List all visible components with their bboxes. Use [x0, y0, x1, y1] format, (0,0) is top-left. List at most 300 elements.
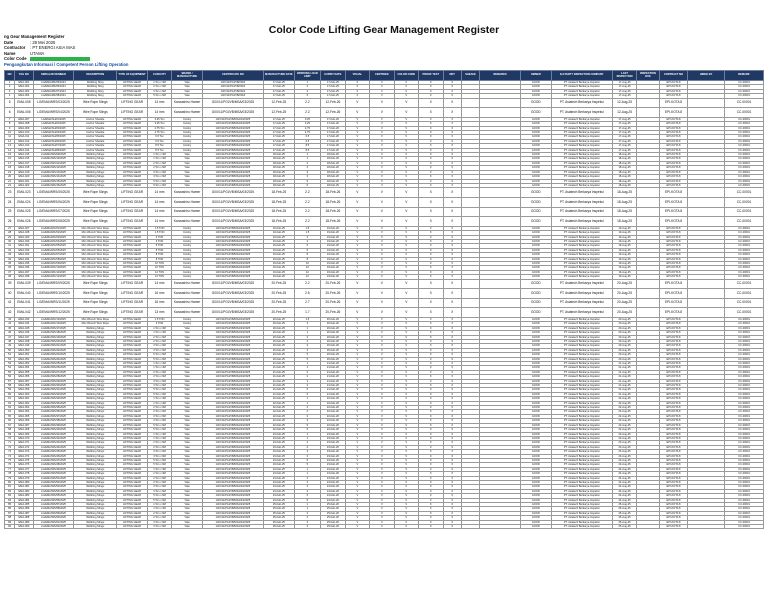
table-cell: PT. Asiatech Berkarya Inspeksi [551, 445, 612, 449]
table-cell: V [394, 217, 418, 227]
table-cell: PT. Asiatech Berkarya Inspeksi [551, 525, 612, 529]
table-cell [480, 207, 521, 217]
table-cell: LG/EMA/WS/43/2025 [33, 441, 74, 445]
table-cell: V [345, 410, 369, 414]
table-cell: 34 [5, 257, 15, 261]
table-cell: 85 [5, 503, 15, 507]
table-cell: GOOD [521, 480, 552, 484]
table-cell: 23-Feb-25 [264, 445, 295, 449]
table-cell: 20-Aug-25 [612, 289, 636, 299]
table-cell: Yoke [172, 357, 203, 361]
table-cell: GOOD [521, 353, 552, 357]
table-cell: 18-Aug-25 [612, 153, 636, 157]
table-cell: PT. Asiatech Berkarya Inspeksi [551, 467, 612, 471]
table-cell: CC-00001 [725, 170, 764, 174]
table-cell: LG/EMA/WS/44/2025 [33, 445, 74, 449]
table-cell: Yoke [172, 472, 203, 476]
table-row [5, 289, 764, 299]
table-cell: X [443, 248, 461, 252]
table-cell: Yoke [172, 339, 203, 343]
table-cell: LIFTING GEAR [117, 197, 148, 207]
table-cell: EMA-090 [15, 525, 33, 529]
table-cell: Yoke [172, 410, 203, 414]
table-cell: G0X/11/PGI/VB/MSA/03/2025 [202, 289, 263, 299]
table-cell: EMA-046 [15, 331, 33, 335]
table-cell: X [443, 511, 461, 515]
table-cell: 19-Aug-25 [612, 231, 636, 235]
table-cell: EMA-063 [15, 406, 33, 410]
table-cell: 3 [294, 235, 321, 239]
table-cell: 1 [294, 507, 321, 511]
table-cell: V [394, 397, 418, 401]
table-cell: G0X/11/PGI/VB/MSA/03/2025 [202, 131, 263, 135]
table-cell: 17 [5, 161, 15, 165]
table-cell: PT. Asiatech Berkarya Inspeksi [551, 144, 612, 148]
table-cell: LG/EMA/WS/21/2025 [33, 344, 74, 348]
table-cell: V [370, 511, 394, 515]
table-cell: EMA-002 [15, 85, 33, 89]
table-cell: EPI-KOTA 8 [659, 139, 688, 143]
table-cell: 18-Aug-25 [612, 217, 636, 227]
table-cell: LG/EMA/WS/16/2025 [33, 183, 74, 187]
table-cell: 23-Feb-25 [264, 441, 295, 445]
table-cell: 18-Feb-26 [321, 153, 345, 157]
table-cell: 25-Feb-26 [321, 503, 345, 507]
table-cell: LG/EMA/WS/36/2025 [33, 410, 74, 414]
table-cell: 3 Ton x 6M [147, 89, 171, 93]
table-cell: 20 [5, 175, 15, 179]
table-cell: G0X/11/PGI/VB/MSA/03/2025 [202, 326, 263, 330]
table-cell: 19-Feb-25 [264, 231, 295, 235]
table-cell [637, 217, 659, 227]
table-cell: X [419, 379, 443, 383]
table-cell: X [443, 516, 461, 520]
table-cell: GOOD [521, 157, 552, 161]
table-cell: EMA-084 [15, 498, 33, 502]
table-cell: LIFTING GEAR [117, 375, 148, 379]
table-cell: X [443, 525, 461, 529]
table-cell: Yoke [172, 89, 203, 93]
table-cell: CC-00001 [725, 414, 764, 418]
table-cell: 24-Feb-25 [264, 494, 295, 498]
table-cell: 22-Feb-26 [321, 428, 345, 432]
table-cell: LIFTING GEAR [117, 370, 148, 374]
table-cell: 2 [294, 161, 321, 165]
table-cell: EPI-KOTA 8 [659, 401, 688, 405]
table-cell: 5 [294, 388, 321, 392]
table-cell [480, 217, 521, 227]
table-cell: EPI-KOTA 8 [659, 308, 688, 318]
table-cell: 1 Ton x 3M [147, 331, 171, 335]
table-cell: GOOD [521, 117, 552, 121]
table-cell: V [370, 308, 394, 318]
table-cell: Yoke [172, 401, 203, 405]
table-cell: 18-Feb-25 [264, 188, 295, 198]
table-cell: V [345, 423, 369, 427]
table-cell: LIFTING GEAR [117, 357, 148, 361]
table-cell: EMA-052 [15, 357, 33, 361]
table-cell: V [370, 423, 394, 427]
table-cell: Mini Wrench Wire Rope [74, 244, 117, 248]
table-cell: 21-Feb-25 [264, 375, 295, 379]
table-cell: V [394, 144, 418, 148]
table-cell: CC-00001 [725, 357, 764, 361]
table-cell: PT. Asiatech Berkarya Inspeksi [551, 153, 612, 157]
table-cell: V [394, 392, 418, 396]
table-cell: 2 Ton x 6M [147, 480, 171, 484]
table-cell: CC-00001 [725, 94, 764, 98]
table-cell: 2 [5, 85, 15, 89]
table-cell: EPI-KOTA 8 [659, 432, 688, 436]
table-cell: 14 mm [147, 207, 171, 217]
table-cell: Webbing Slings [74, 344, 117, 348]
table-cell: Webbing Slings [74, 525, 117, 529]
table-cell: X [443, 188, 461, 198]
table-cell: 18-Aug-25 [612, 170, 636, 174]
table-cell: 20-Aug-25 [612, 317, 636, 321]
table-cell: X [443, 375, 461, 379]
table-cell: LG/EMA/WS/39/2025 [33, 423, 74, 427]
table-cell: CC-00001 [725, 476, 764, 480]
table-cell: X [419, 366, 443, 370]
table-cell: 35 [5, 261, 15, 265]
table-cell: G0X/11/PGI/VB/MSA/03/2025 [202, 494, 263, 498]
table-cell: 19-Feb-26 [321, 275, 345, 279]
table-cell: G0X/11/PGI/VB/MSA/03/2025 [202, 183, 263, 187]
table-cell: 1 Ton x 3M [147, 397, 171, 401]
table-cell: Yoke [172, 428, 203, 432]
table-cell: 20-Feb-25 [264, 335, 295, 339]
table-cell: Mini Wrench Wire Rope [74, 253, 117, 257]
table-cell: Webbing Slings [74, 436, 117, 440]
table-cell: 33 [5, 253, 15, 257]
table-cell: 3 Ton x 6M [147, 175, 171, 179]
table-cell: V [345, 467, 369, 471]
table-cell: G0X/11/PGI/VB/MSA/03/2025 [202, 344, 263, 348]
table-cell: PT. Asiatech Berkarya Inspeksi [551, 248, 612, 252]
table-cell: 24-Feb-25 [264, 498, 295, 502]
table-cell: V [370, 401, 394, 405]
table-cell: PT. Asiatech Berkarya Inspeksi [551, 122, 612, 126]
table-cell: X [345, 89, 369, 93]
table-cell: PT. Asiatech Berkarya Inspeksi [551, 428, 612, 432]
table-cell: 3 [294, 348, 321, 352]
table-cell: EMA-081 [15, 485, 33, 489]
table-cell: 17-Feb-25 [264, 117, 295, 121]
table-cell: 1 [294, 366, 321, 370]
table-cell: Yoke [172, 375, 203, 379]
table-cell: V [394, 366, 418, 370]
table-cell: GOOD [521, 153, 552, 157]
table-cell: EMA-011 [15, 135, 33, 139]
table-cell: EPI-KOTA 8 [659, 148, 688, 152]
table-cell: 1 Ton x 3M [147, 326, 171, 330]
table-cell: X [443, 270, 461, 274]
table-cell: Yoke [172, 432, 203, 436]
table-cell: GOOD [521, 339, 552, 343]
table-cell: G0X/11/PGI/VB/MSA/03/2025 [202, 432, 263, 436]
table-cell: PT. Asiatech Berkarya Inspeksi [551, 414, 612, 418]
table-cell: LG/EMA/WS/41/2025 [33, 432, 74, 436]
table-cell: EPI-KOTA 8 [659, 183, 688, 187]
table-cell: CC-00001 [725, 207, 764, 217]
table-cell: G0X/11/PGI/VB/MSA/03/2025 [202, 253, 263, 257]
table-cell: V [394, 322, 418, 326]
table-cell: CC-00001 [725, 370, 764, 374]
table-cell: G0X/11/PGI/VB/MSA/03/2025 [202, 441, 263, 445]
table-cell: EMA-028 [15, 231, 33, 235]
table-cell: EMA-089 [15, 520, 33, 524]
table-cell: 3 [294, 344, 321, 348]
table-cell: GOOD [521, 489, 552, 493]
table-cell: X [443, 175, 461, 179]
table-cell: 18-Feb-26 [321, 157, 345, 161]
table-cell: GOOD [521, 401, 552, 405]
table-cell: V [345, 257, 369, 261]
table-cell: X [443, 161, 461, 165]
table-cell: G0X/11/PGI/VB/MSA/03/2025 [202, 414, 263, 418]
table-cell: LIFTING GEAR [117, 179, 148, 183]
table-cell: 36 [5, 266, 15, 270]
table-cell: CC-00001 [725, 525, 764, 529]
table-cell: LG/EMA/WS/51/2025 [33, 476, 74, 480]
table-cell: LIFTING GEAR [117, 472, 148, 476]
table-cell: 22-Feb-26 [321, 410, 345, 414]
table-cell: 3 [294, 239, 321, 243]
column-header: COLOR CODE [394, 71, 418, 81]
table-cell: 19-Feb-26 [321, 253, 345, 257]
table-cell: LG/EMA/WS/61/2025 [33, 520, 74, 524]
table-cell: LIFTING GEAR [117, 401, 148, 405]
table-cell: V [370, 148, 394, 152]
table-cell: 20-Aug-25 [612, 335, 636, 339]
table-cell: EMA-069 [15, 432, 33, 436]
table-cell: 3 TON [147, 235, 171, 239]
table-cell: 14 mm [147, 217, 171, 227]
table-cell: CC-00001 [725, 183, 764, 187]
table-cell: 21-Feb-25 [264, 392, 295, 396]
table-cell: 17-Aug-25 [612, 122, 636, 126]
table-cell: V [394, 197, 418, 207]
table-cell: V [370, 153, 394, 157]
column-header: INSPECTION DUE [637, 71, 659, 81]
table-cell: 25-Feb-25 [264, 503, 295, 507]
table-cell: PT. Asiatech Berkarya Inspeksi [551, 476, 612, 480]
table-cell: EMA-088 [15, 516, 33, 520]
table-cell: V [370, 317, 394, 321]
table-cell: 30 [5, 239, 15, 243]
table-cell: V [345, 161, 369, 165]
table-cell: EPI-KOTA 8 [659, 197, 688, 207]
table-cell: V [345, 166, 369, 170]
table-cell: V [345, 472, 369, 476]
table-cell: 73 [5, 450, 15, 454]
table-cell: 3 Ton x 6M [147, 344, 171, 348]
table-cell: X [443, 108, 461, 118]
table-cell: 4.75 [294, 126, 321, 130]
table-cell: LG/EMA/SH/05/2025 [33, 135, 74, 139]
table-cell: X [419, 357, 443, 361]
table-cell: LIFTING GEAR [117, 489, 148, 493]
table-cell: 3 [294, 89, 321, 93]
table-cell: Crosby [172, 231, 203, 235]
table-cell: EPI-KOTA 8 [659, 423, 688, 427]
table-cell: 17-Feb-25 [264, 131, 295, 135]
table-cell: 2 [294, 85, 321, 89]
table-cell: X [443, 384, 461, 388]
table-cell: 3 Ton x 6M [147, 450, 171, 454]
table-cell: X [443, 239, 461, 243]
table-cell: V [370, 344, 394, 348]
table-cell: X [443, 144, 461, 148]
table-cell: 21-Aug-25 [612, 375, 636, 379]
table-cell: 55 [5, 370, 15, 374]
table-cell: PT. Asiatech Berkarya Inspeksi [551, 344, 612, 348]
table-cell: V [394, 428, 418, 432]
table-cell: Wire Rope Slings [74, 207, 117, 217]
table-cell: X [443, 257, 461, 261]
table-cell: EMA-016 [15, 157, 33, 161]
table-cell: LG/EMA/WS/47/2025 [33, 458, 74, 462]
table-cell: 80 [5, 480, 15, 484]
table-cell: X [419, 476, 443, 480]
table-cell: V [370, 131, 394, 135]
table-cell: 75 [5, 458, 15, 462]
table-cell: V [394, 226, 418, 230]
table-cell: EPI-KOTA 8 [659, 344, 688, 348]
table-cell: 5 Ton x 6M [147, 353, 171, 357]
table-cell: LIFTING GEAR [117, 507, 148, 511]
table-cell: Kanzashiro Hamer [172, 308, 203, 318]
table-cell: 22 [5, 183, 15, 187]
table-cell: LG/EMA/MC/14/2025 [33, 322, 74, 326]
table-cell: 1 [294, 432, 321, 436]
column-header: CAPACITY [147, 71, 171, 81]
table-cell: Webbing Sling [74, 94, 117, 98]
table-cell: 20-Aug-25 [612, 279, 636, 289]
table-cell: GOOD [521, 370, 552, 374]
table-cell: X [443, 480, 461, 484]
table-cell: 19-Feb-26 [321, 244, 345, 248]
table-row [5, 207, 764, 217]
table-cell: 2.2 [294, 98, 321, 108]
table-cell: LG/EMA/MC/05/2025 [33, 244, 74, 248]
table-cell: V [370, 454, 394, 458]
table-cell: V [394, 472, 418, 476]
table-cell: EPI-KOTA 8 [659, 317, 688, 321]
table-cell: EMA-057 [15, 379, 33, 383]
table-cell: EMA-034 [15, 257, 33, 261]
table-cell: 86 [5, 507, 15, 511]
table-cell: CC-00001 [725, 401, 764, 405]
table-cell: V [345, 153, 369, 157]
table-cell: EMA-013 [15, 144, 33, 148]
table-cell: 1 [294, 326, 321, 330]
table-cell: 3 [294, 170, 321, 174]
table-cell: 37 [5, 270, 15, 274]
table-cell: 14 mm [147, 108, 171, 118]
table-cell: Yoke [172, 511, 203, 515]
table-cell: 18-Aug-25 [612, 161, 636, 165]
table-cell: 14 mm [147, 98, 171, 108]
table-cell: EMA-053 [15, 362, 33, 366]
table-cell: 2 Ton x 6M [147, 370, 171, 374]
table-cell: 1.5 [294, 317, 321, 321]
table-cell: X [419, 98, 443, 108]
table-cell: LG/EMA/MC/04/2025 [33, 239, 74, 243]
table-cell: 20-Feb-26 [321, 298, 345, 308]
table-cell: EPI-KOTA 8 [659, 175, 688, 179]
table-cell: Yoke [172, 175, 203, 179]
table-cell: Webbing Slings [74, 384, 117, 388]
table-cell: V [345, 139, 369, 143]
table-cell: 1 Ton x 3M [147, 467, 171, 471]
table-cell: EPI-KOTA 8 [659, 507, 688, 511]
table-cell: V [394, 498, 418, 502]
table-cell: 21-Feb-26 [321, 370, 345, 374]
table-cell: X [419, 317, 443, 321]
table-cell: V [345, 98, 369, 108]
table-cell: V [370, 270, 394, 274]
table-cell: LIFTING GEAR [117, 131, 148, 135]
table-cell: Anchor Shackle [74, 148, 117, 152]
table-cell: X [443, 335, 461, 339]
table-cell: V [345, 428, 369, 432]
table-cell: LG/EMA/WS/34/2025 [33, 401, 74, 405]
table-cell: X [419, 235, 443, 239]
table-cell: 17-Aug-25 [612, 144, 636, 148]
table-cell: PT. Asiatech Berkarya Inspeksi [551, 489, 612, 493]
table-cell: V [394, 122, 418, 126]
table-cell: PT. Asiatech Berkarya Inspeksi [551, 388, 612, 392]
table-cell: 20-Feb-25 [264, 331, 295, 335]
table-cell: Mini Wrench Wire Rope [74, 322, 117, 326]
table-cell: V [345, 476, 369, 480]
table-cell: 2 Ton x 6M [147, 516, 171, 520]
table-cell: 2 [294, 406, 321, 410]
table-cell: GOOD [521, 436, 552, 440]
table-cell: 5 TON [147, 248, 171, 252]
table-cell: 3 Ton x 6M [147, 454, 171, 458]
table-cell: Wire Rope Slings [74, 308, 117, 318]
table-cell: X [443, 485, 461, 489]
table-cell: EPI-KOTA 8 [659, 170, 688, 174]
table-cell: LIFTING GEAR [117, 266, 148, 270]
table-cell: EMA-009 [15, 126, 33, 130]
table-cell: V [394, 339, 418, 343]
table-cell: CC-00001 [725, 375, 764, 379]
table-cell: EMA-043 [15, 317, 33, 321]
table-cell: 3 [294, 322, 321, 326]
table-cell: LG/EMA/WS/09/2025 [33, 153, 74, 157]
table-cell [461, 108, 479, 118]
table-cell: 24-Feb-26 [321, 467, 345, 471]
table-cell: 22-Aug-25 [612, 410, 636, 414]
table-cell: 47 [5, 335, 15, 339]
table-cell: PT. Asiatech Berkarya Inspeksi [551, 357, 612, 361]
table-cell: V [370, 335, 394, 339]
table-cell: EPI-KOTA 8 [659, 476, 688, 480]
table-cell: V [370, 175, 394, 179]
table-cell: Mini Wrench Wire Rope [74, 257, 117, 261]
table-cell: Webbing Slings [74, 428, 117, 432]
table-cell: GOOD [521, 525, 552, 529]
table-cell [688, 207, 725, 217]
table-cell: V [394, 85, 418, 89]
table-cell: 8 [294, 253, 321, 257]
table-cell: 18-Feb-26 [321, 175, 345, 179]
table-cell: X [443, 279, 461, 289]
